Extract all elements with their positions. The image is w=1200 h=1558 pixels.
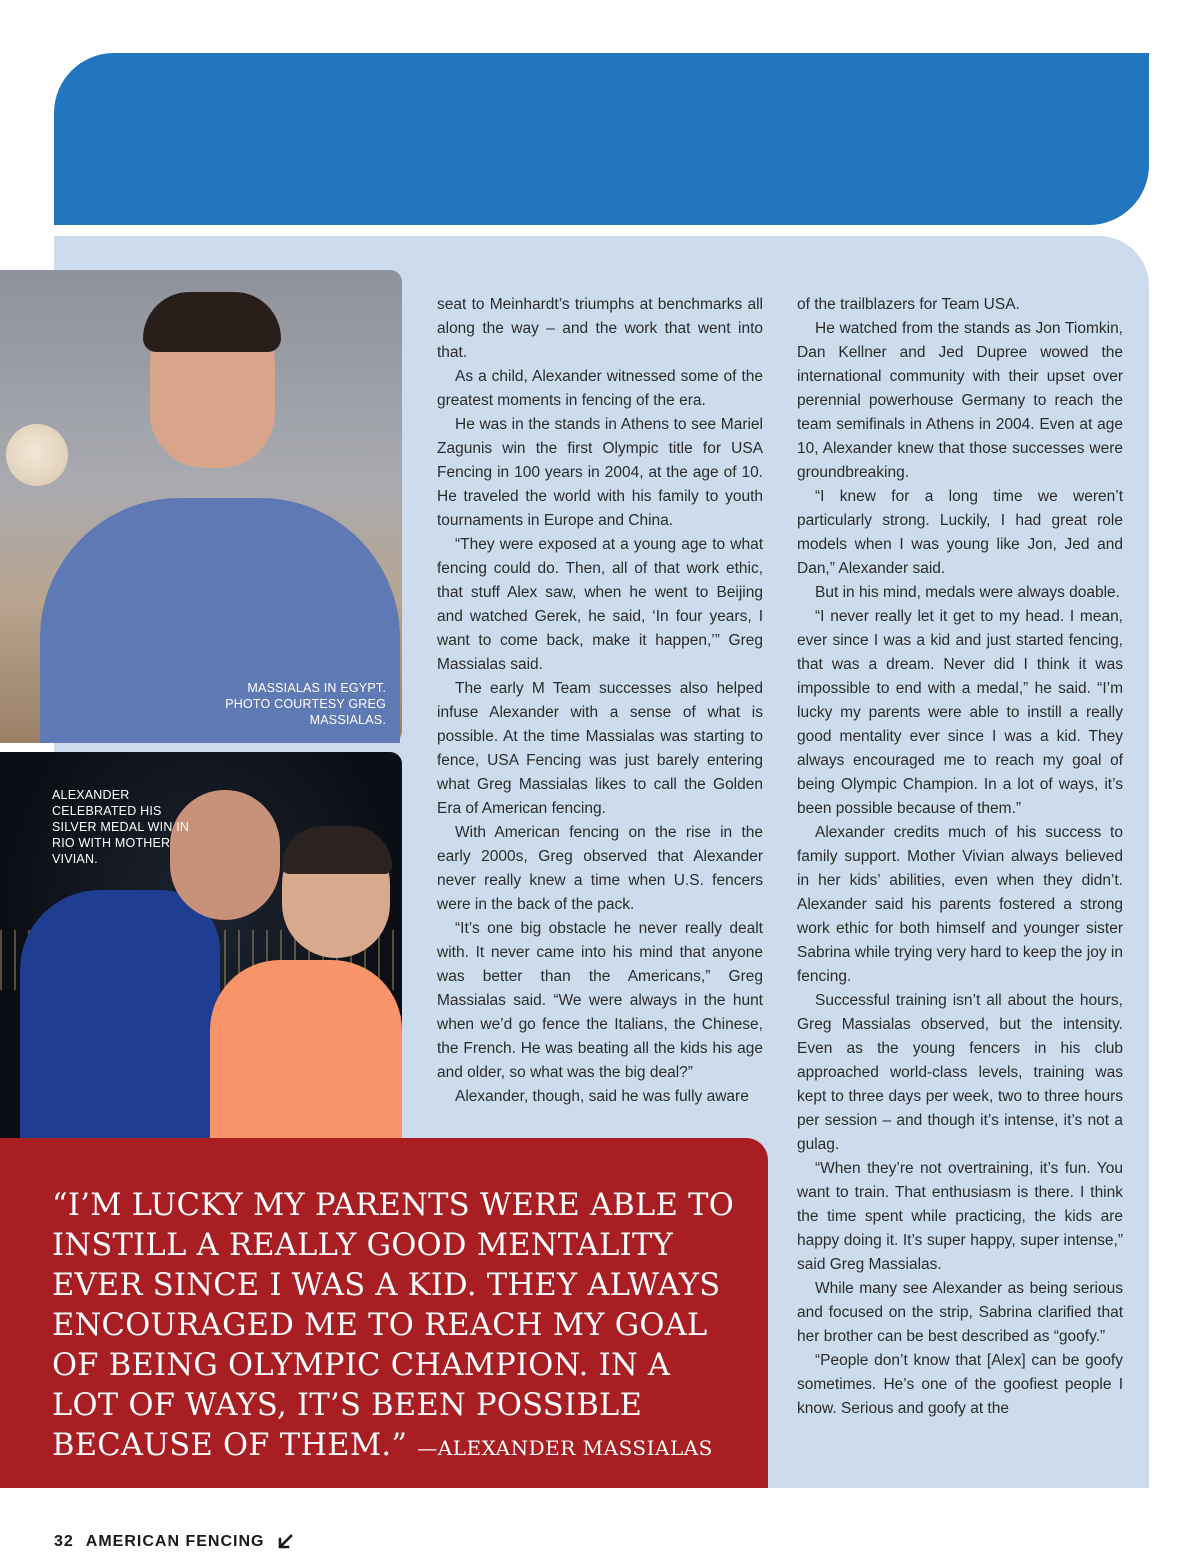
paragraph: As a child, Alexander witnessed some of the greatest moments in fencing of the era. — [437, 368, 763, 409]
header-banner — [54, 53, 1149, 225]
photo1-caption: MASSIALAS IN EGYPT. PHOTO COURTESY GREG MASSIALAS. — [225, 681, 386, 727]
pull-quote-attribution: —ALEXANDER MASSIALAS — [417, 1436, 713, 1460]
paragraph: of the trailblazers for Team USA. — [797, 296, 1020, 313]
paragraph: With American fencing on the rise in the early 2000s, Greg observed that Alexander never really knew a time when U.S. fencers were in the back of the pack. — [437, 824, 763, 913]
paragraph: But in his mind, medals were always doable. — [815, 584, 1120, 601]
photo2-son-shirt-shape — [20, 890, 220, 1164]
paragraph: “They were exposed at a young age to what fencing could do. Then, all of that work ethic, that stuff Alex saw, when he went to Beijing and watched Gerek, he said, ‘In four years, I want to come back, make it happen,’” Greg Massialas said. — [437, 536, 763, 673]
paragraph: “When they’re not overtraining, it’s fun. You want to train. That enthusiasm is there. I think the time spent while practicing, the kids are happy doing it. It’s super happy, super intense,” said Greg Massialas. — [797, 1160, 1123, 1273]
page-number: 32 — [54, 1533, 74, 1550]
publication-name: AMERICAN FENCING — [85, 1533, 265, 1550]
article-column-2 — [797, 293, 1123, 1421]
photo1-hair-shape — [143, 292, 281, 352]
paragraph: He watched from the stands as Jon Tiomkin, Dan Kellner and Jed Dupree wowed the international community with their upset over perennial powerhouse Germany to reach the team semifinals in Athens in 2004. Even at age 10, Alexander knew that those successes were groundbreaking. — [797, 320, 1123, 481]
paragraph: “People don’t know that [Alex] can be goofy sometimes. He’s one of the goofiest people I know. Serious and goofy at the — [797, 1352, 1123, 1417]
arrow-down-left-icon — [276, 1533, 294, 1551]
paragraph: Successful training isn’t all about the hours, Greg Massialas observed, but the intensity. Even as the young fencers in his club approached world-class levels, training was kept to three days per week, two to three hours per session – and though it’s intense, it’s not a gulag. — [797, 992, 1123, 1153]
pull-quote — [52, 1186, 742, 1468]
paragraph: “I never really let it get to my head. I mean, ever since I was a kid and just started fencing, that was a dream. Never did I think it was impossible to end with a medal,” he said. “I’m lucky my parents were able to instill a really good mentality ever since I was a kid. They always encouraged me to reach my goal of being Olympic Champion. In a lot of ways, it’s been possible because of them.” — [797, 608, 1123, 817]
paragraph: While many see Alexander as being serious and focused on the strip, Sabrina clarified that her brother can be best described as “goofy.” — [797, 1280, 1123, 1345]
paragraph: The early M Team successes also helped infuse Alexander with a sense of what is possible. At the time Massialas was starting to fence, USA Fencing was just barely entering what Greg Massialas likes to call the Golden Era of American fencing. — [437, 680, 763, 817]
page-footer — [54, 1532, 294, 1552]
paragraph: Alexander, though, said he was fully aware — [455, 1088, 749, 1105]
paragraph: seat to Meinhardt’s triumphs at benchmarks all along the way – and the work that went into that. — [437, 296, 763, 361]
photo2-caption: ALEXANDER CELEBRATED HIS SILVER MEDAL WIN IN RIO WITH MOTHER VIVIAN. — [52, 788, 190, 866]
photo2-mother-hair-shape — [282, 826, 392, 874]
paragraph: “I knew for a long time we weren’t particularly strong. Luckily, I had great role models when I was young like Jon, Jed and Dan,” Alexander said. — [797, 488, 1123, 577]
paragraph: Alexander credits much of his success to family support. Mother Vivian always believed in her kids’ abilities, even when they didn’t. Alexander said his parents fostered a strong work ethic for both himself and younger sister Sabrina while trying very hard to keep the joy in fencing. — [797, 824, 1123, 985]
photo2-mother-shirt-shape — [210, 960, 402, 1164]
paragraph: He was in the stands in Athens to see Mariel Zagunis win the first Olympic title for USA Fencing in 100 years in 2004, at the age of 10. He traveled the world with his family to youth tournaments in Europe and China. — [437, 416, 763, 529]
article-column-1 — [437, 293, 763, 1109]
pull-quote-text: “I’M LUCKY MY PARENTS WERE ABLE TO INSTILL A REALLY GOOD MENTALITY EVER SINCE I WAS A KID. THEY ALWAYS ENCOURAGED ME TO REACH MY GOAL OF BEING OLYMPIC CHAMPION. IN A LOT OF WAYS, IT’S BEEN POSSIBLE BECAUSE OF THEM.” — [52, 1188, 735, 1463]
moon-shape — [6, 424, 68, 486]
paragraph: “It’s one big obstacle he never really dealt with. It never came into his mind that anyone was better than the Americans,” Greg Massialas said. “We were always in the hunt when we’d go fence the Italians, the Chinese, the French. He was beating all the kids his age and older, so what was the big deal?” — [437, 920, 763, 1081]
